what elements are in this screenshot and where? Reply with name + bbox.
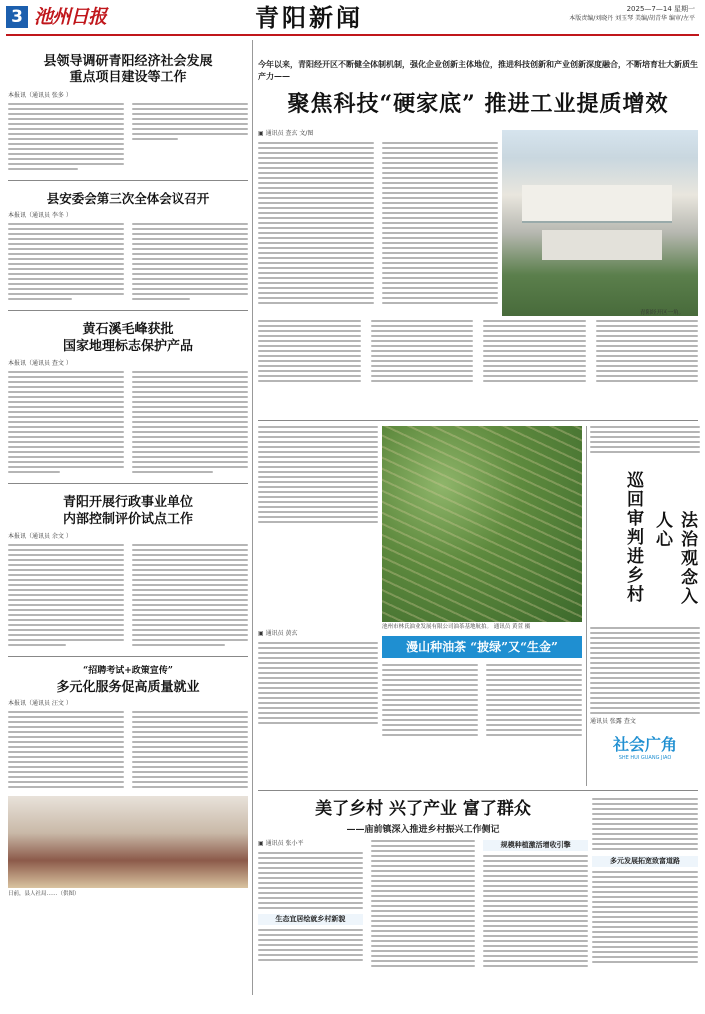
- masthead-meta: [505, 4, 695, 24]
- lead-headline: 聚焦科技“硬家底” 推进工业提质增效: [287, 91, 669, 117]
- headline-line: 青阳开展行政事业单位: [62, 495, 193, 510]
- article-body: [258, 142, 374, 304]
- factory-building: [542, 230, 662, 260]
- banner-title: 漫山种油茶 “披绿”又“生金”: [406, 640, 558, 654]
- article-body: [258, 426, 378, 523]
- section-title: 青阳新闻: [255, 3, 363, 32]
- byline-text: 通讯员 查玄 文/图: [265, 130, 314, 137]
- headline-line: 国家地理标志保护产品: [62, 339, 193, 354]
- article-body: [132, 103, 248, 170]
- lead-kicker: 今年以来，青阳经开区不断健全体制机制，强化企业创新主体地位，推进科技创新和产业创新深度融合，不断培育壮大新质生产力——: [258, 59, 698, 81]
- article-body: [382, 664, 478, 736]
- headline-line: 巡回审判进乡村: [623, 471, 643, 604]
- column-divider: [252, 40, 253, 995]
- article-body: [132, 711, 248, 788]
- sub-article-title: 多元发展拓宽致富道路: [592, 856, 698, 867]
- lead-text-row: [258, 320, 698, 382]
- article-byline: [258, 130, 498, 138]
- article-body: [132, 371, 248, 473]
- article-body: [132, 223, 248, 300]
- headline-line: 重点项目建设等工作: [69, 70, 187, 85]
- date-line: 2025—7—14 星期一: [626, 5, 695, 13]
- divider: [8, 310, 248, 311]
- bottom-right-column: [592, 798, 698, 963]
- article-body: [8, 223, 124, 300]
- byline-text: 通讯员 黄玄: [265, 630, 298, 637]
- article-body: [483, 320, 586, 382]
- article-body: [8, 103, 124, 170]
- photo-caption: 青阳经开区一角。: [640, 310, 685, 316]
- article-kicker: “招聘考试+政策宣传”: [83, 666, 173, 676]
- article-lead: 本报讯（通讯员 余文 ）: [8, 533, 72, 540]
- article-body: [258, 642, 378, 724]
- article-lead: 本报讯（通讯员 张多 ）: [8, 92, 72, 99]
- brand-subtitle: SHE HUI GUANG JIAO: [618, 755, 672, 761]
- headline-line: 县领导调研青阳经济社会发展: [43, 54, 213, 69]
- bottom-article: [258, 840, 588, 967]
- article-body: [8, 371, 124, 473]
- article-byline: [258, 840, 363, 848]
- lead-photo: [502, 130, 698, 316]
- article-body: [258, 929, 363, 961]
- article-subtitle: 规模种植激活增收引擎: [483, 840, 588, 851]
- headline-line: 黄石溪毛峰获批: [82, 322, 174, 337]
- article-byline: [258, 630, 378, 638]
- bottom-headline: 美了乡村 兴了产业 富了群众: [315, 799, 531, 819]
- news-photo: [8, 796, 248, 888]
- article-body: [258, 852, 363, 909]
- divider: [8, 656, 248, 657]
- headline-vertical: [590, 471, 700, 621]
- divider: [8, 483, 248, 484]
- article-body: [382, 142, 498, 304]
- masthead-rule: [6, 34, 699, 36]
- newspaper-logo: 池州日报: [34, 6, 107, 28]
- middle-text-left: [258, 426, 378, 523]
- brand-block: [590, 732, 700, 761]
- camera-icon: ▣: [258, 840, 266, 847]
- article-body: [371, 840, 476, 967]
- article-headline: [8, 494, 248, 528]
- middle-text-below: [258, 630, 378, 724]
- article-body: [132, 544, 248, 646]
- camera-icon: ▣: [258, 630, 266, 637]
- divider: [258, 790, 698, 791]
- article-headline: 多元化服务促高质量就业: [56, 680, 200, 695]
- article-lead: 本报讯（通讯员 李冬 ）: [8, 212, 72, 219]
- byline-text: 通讯员 张小平: [265, 840, 304, 847]
- article-body: [592, 798, 698, 850]
- factory-building: [522, 185, 672, 223]
- divider: [258, 420, 698, 421]
- right-column-divider: [586, 426, 587, 786]
- headline-line: 内部控制评价试点工作: [62, 512, 193, 527]
- article-body: [590, 627, 700, 714]
- editors-line: 本版责编/刘晓丹 刘玉琴 美编/胡青华 编审/左平: [569, 15, 695, 22]
- article-body: [486, 664, 582, 736]
- divider: [8, 180, 248, 181]
- left-column: [8, 40, 248, 1006]
- article-lead: 本报讯（通讯员 查文 ）: [8, 360, 72, 367]
- terrace-rows: [382, 426, 582, 622]
- middle-text-bottom: [382, 664, 582, 736]
- article-byline: 通讯员 张露 查文: [590, 718, 636, 725]
- article-body: [592, 871, 698, 963]
- camera-icon: ▣: [258, 130, 266, 137]
- article-headline: [8, 54, 248, 86]
- article-lead: 本报讯（通讯员 汪文 ）: [8, 700, 72, 707]
- page-number: 3: [6, 6, 28, 28]
- article-subtitle: 生态宜居绘就乡村新貌: [258, 914, 363, 925]
- article-body: [596, 320, 699, 382]
- article-body: [590, 426, 700, 453]
- brand-title: 社会广角: [612, 735, 677, 754]
- article-body: [258, 320, 361, 382]
- headline-line: 法治观念入人心: [652, 511, 697, 606]
- bottom-subheadline: ——庙前镇深入推进乡村振兴工作侧记: [346, 825, 500, 835]
- middle-banner: [382, 636, 582, 658]
- article-headline: 县安委会第三次全体会议召开: [46, 191, 210, 206]
- article-body: [8, 544, 124, 646]
- photo-caption: 池州市林氏油业发展有限公司油茶基地航拍。 通讯员 黄萱 摄: [382, 624, 531, 630]
- right-column: [590, 426, 700, 761]
- article-body: [483, 855, 588, 967]
- article-body: [8, 711, 124, 788]
- article-headline: [8, 321, 248, 355]
- oil-tea-photo: [382, 426, 582, 622]
- article-body: [371, 320, 474, 382]
- photo-caption: 日前，县人社局……（供图）: [8, 891, 80, 897]
